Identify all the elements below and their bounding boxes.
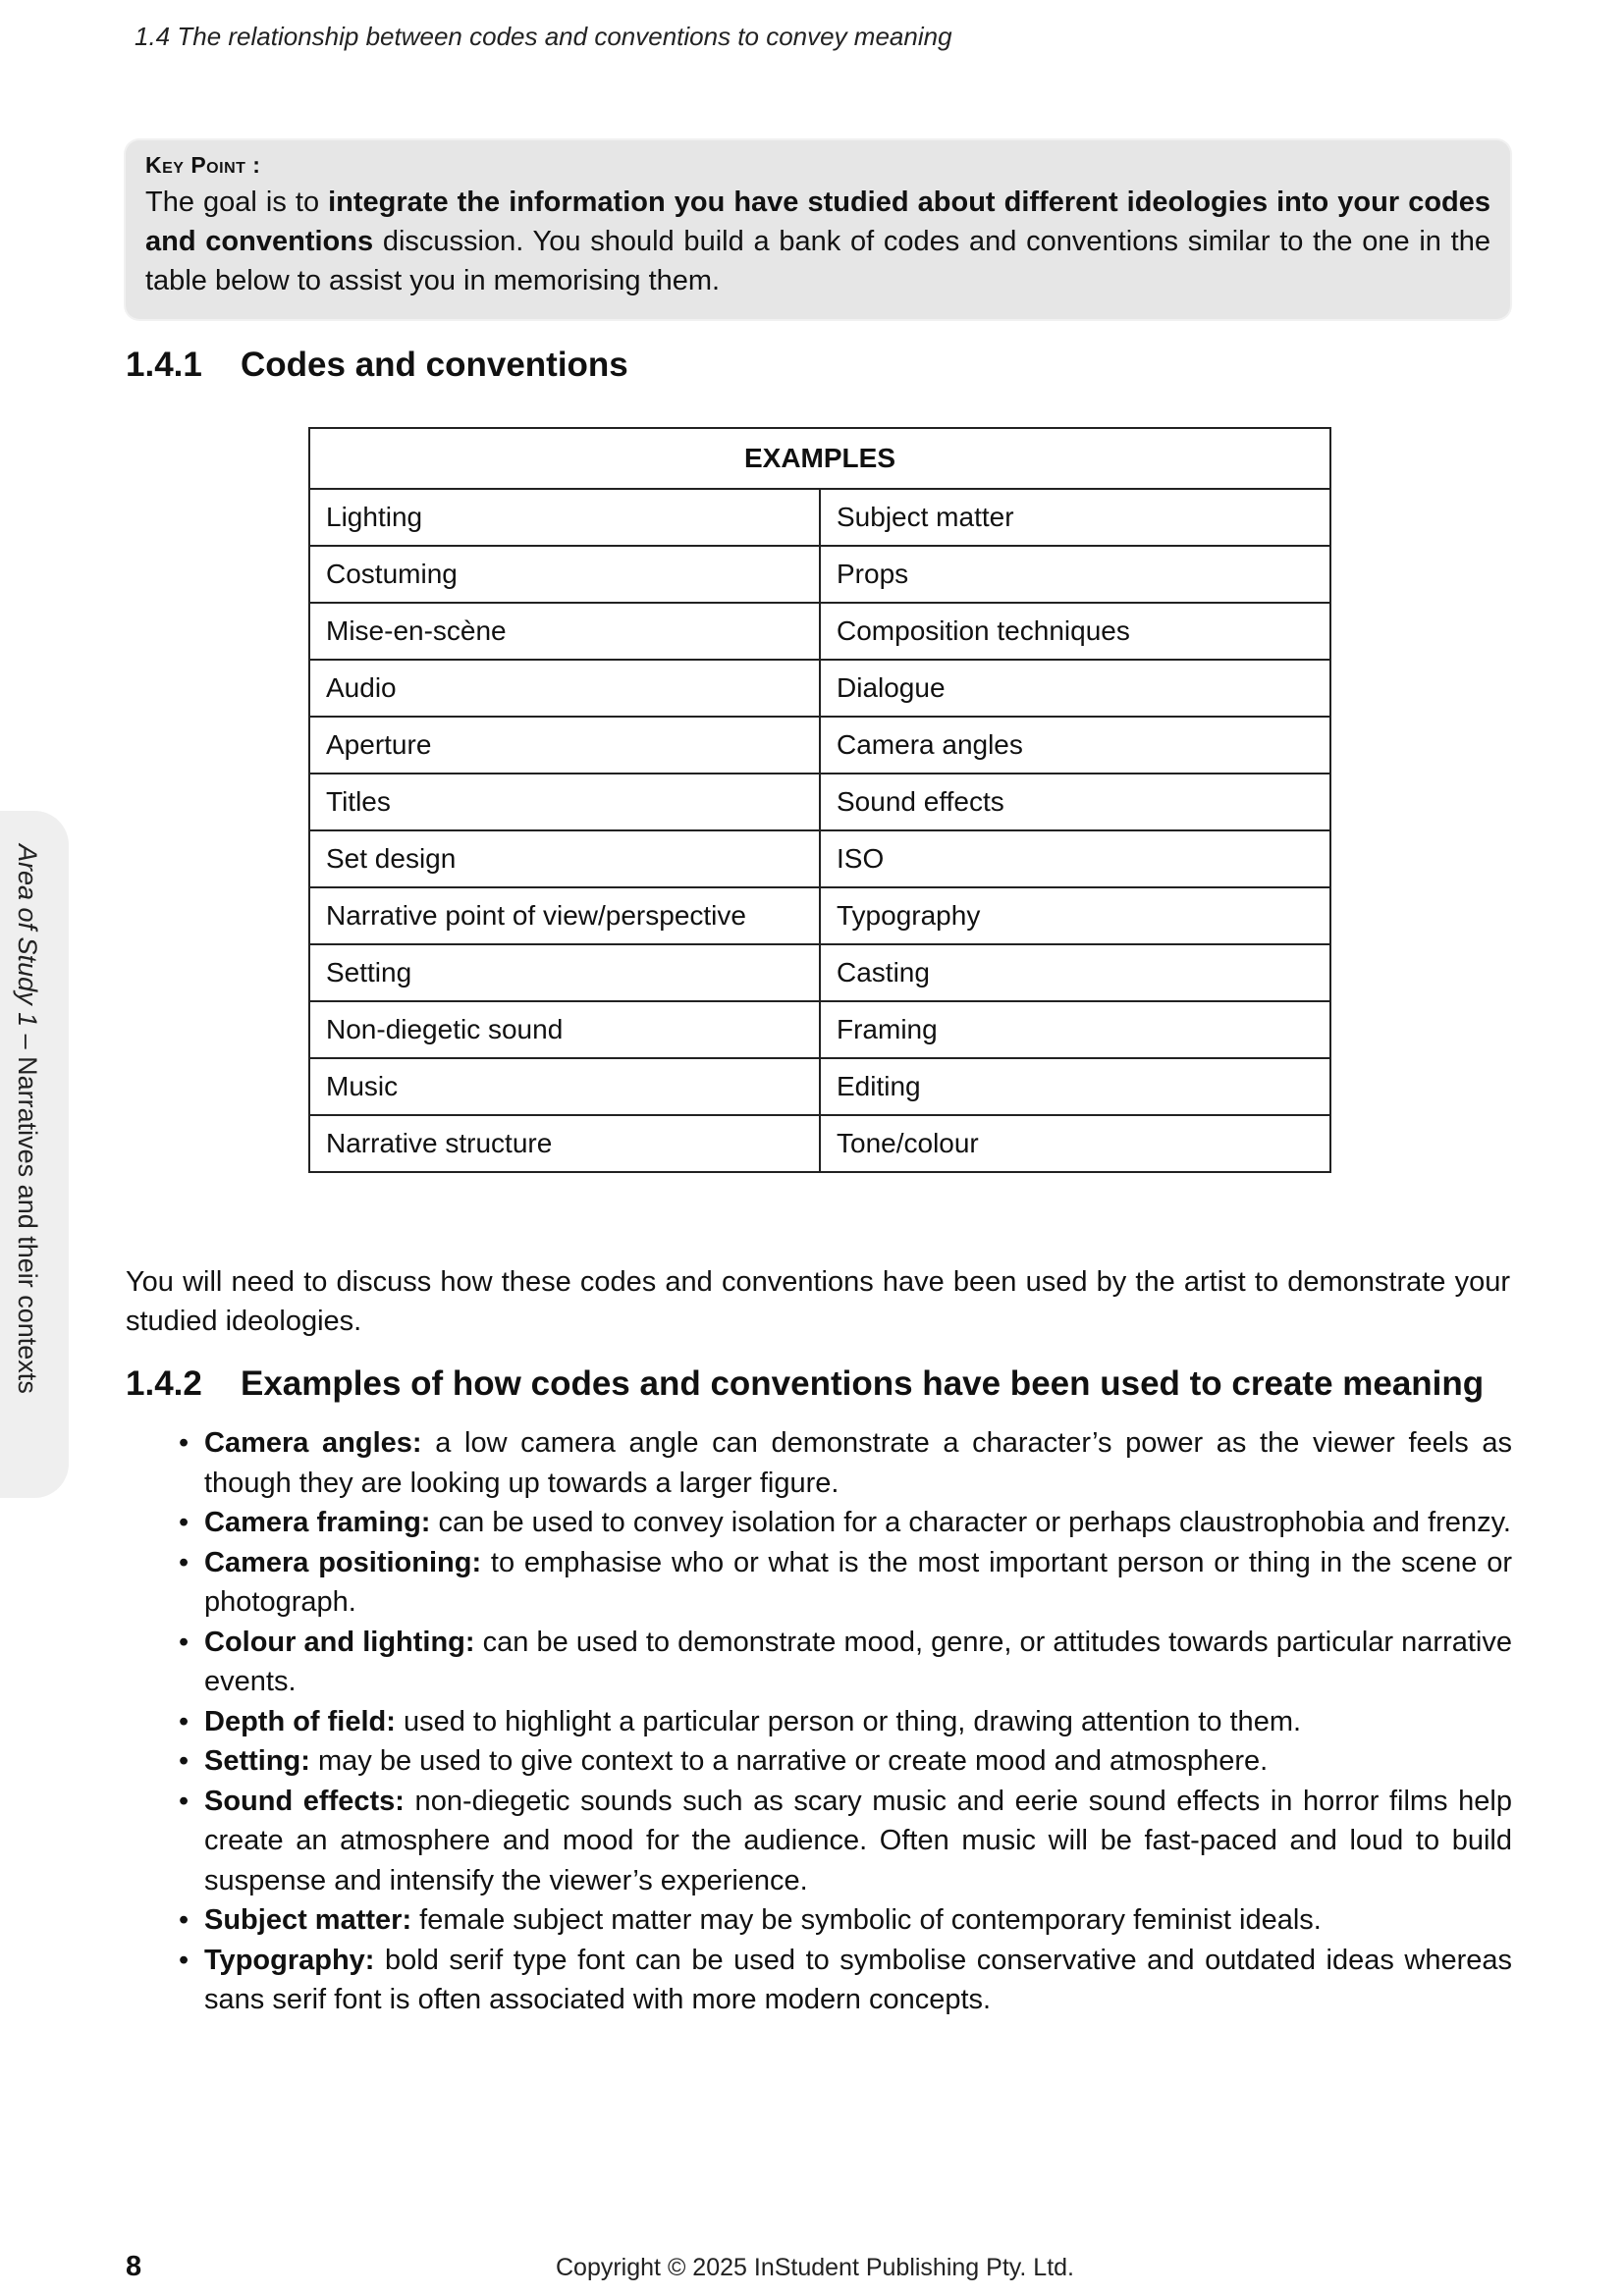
table-cell-right: Tone/colour [820,1115,1330,1172]
bullet-text: can be used to demonstrate mood, genre, or attitudes towards particular narrative events. [204,1626,1512,1697]
section-heading-1-4-2 [126,1364,1484,1404]
bullet-item [167,1782,1512,1901]
table-cell-right: Camera angles [820,717,1330,774]
bullet-term: Camera positioning: [204,1546,482,1578]
bullet-text: bold serif type font can be used to symbolise conservative and outdated ideas whereas sans serif font is often associated with more modern concepts. [204,1944,1512,2015]
table-row [309,546,1330,603]
bullet-term: Setting: [204,1745,310,1777]
bullet-item [167,1543,1512,1623]
bullet-icon: • [179,1427,189,1459]
table-cell-left: Audio [309,660,820,717]
table-cell-right: Framing [820,1001,1330,1058]
side-tab-topic: Narratives and their contexts [13,1056,42,1394]
examples-table [308,427,1331,1173]
bullet-item [167,1623,1512,1702]
bullet-term: Colour and lighting: [204,1626,475,1658]
table-cell-left: Lighting [309,489,820,546]
side-tab-area: Area of Study 1 [13,844,42,1028]
section-number: 1.4.2 [126,1364,202,1403]
key-point-label: Key Point : [145,152,261,178]
table-cell-left: Setting [309,944,820,1001]
bullet-icon: • [179,1944,189,1976]
bullet-text: to emphasise who or what is the most important person or thing in the scene or photograph. [204,1546,1513,1618]
key-point-segment-bold: integrate the information you have studied about different ideologies into your codes and conventions [145,187,1491,257]
bullet-text: female subject matter may be symbolic of contemporary feminist ideals. [411,1904,1322,1936]
table-row [309,1001,1330,1058]
table-cell-left: Mise-en-scène [309,603,820,660]
table-row [309,660,1330,717]
table-cell-left: Non-diegetic sound [309,1001,820,1058]
key-point-segment: discussion. You should build a bank of codes and conventions similar to the one in the table below to assist you in memorising them. [145,226,1490,296]
key-point-text [145,183,1490,300]
table-cell-left: Narrative point of view/perspective [309,887,820,944]
bullet-item [167,1503,1512,1543]
table-cell-left: Aperture [309,717,820,774]
table-header: EXAMPLES [309,428,1330,489]
table-cell-right: Sound effects [820,774,1330,830]
bullet-text: may be used to give context to a narrative or create mood and atmosphere. [309,1745,1269,1777]
bullet-icon: • [179,1546,189,1578]
bullet-item [167,1741,1512,1782]
bullet-term: Camera angles: [204,1427,422,1459]
table-cell-left: Set design [309,830,820,887]
bullet-item [167,1702,1512,1742]
bullet-term: Depth of field: [204,1705,396,1737]
side-tab-label [12,844,42,1394]
bullet-item [167,1900,1512,1941]
bullet-item [167,1423,1512,1503]
table-cell-right: Props [820,546,1330,603]
bullet-icon: • [179,1904,189,1936]
bullet-icon: • [179,1507,189,1538]
bullet-icon: • [179,1626,189,1658]
section-number: 1.4.1 [126,346,202,384]
bullet-text: used to highlight a particular person or thing, drawing attention to them. [395,1705,1302,1737]
table-cell-right: Casting [820,944,1330,1001]
section-heading-1-4-1 [126,346,628,385]
copyright-notice: Copyright © 2025 InStudent Publishing Pty. Ltd. [556,2254,1075,2281]
table-row [309,717,1330,774]
bullet-icon: • [179,1705,189,1737]
table-row [309,489,1330,546]
section-title: Codes and conventions [241,346,628,384]
table-cell-right: ISO [820,830,1330,887]
page-number: 8 [126,2251,142,2282]
section-title: Examples of how codes and conventions have been used to create meaning [241,1364,1485,1403]
bullet-term: Subject matter: [204,1904,412,1936]
table-cell-left: Costuming [309,546,820,603]
table-cell-left: Music [309,1058,820,1115]
bullet-term: Typography: [204,1944,375,1976]
table-cell-left: Narrative structure [309,1115,820,1172]
table-cell-right: Editing [820,1058,1330,1115]
table-row [309,603,1330,660]
body-paragraph: You will need to discuss how these codes and conventions have been used by the artist to demonstrate your studied ideologies. [126,1266,1510,1337]
bullet-text: non-diegetic sounds such as scary music and eerie sound effects in horror films help create an atmosphere and mood for the audience. Often music will be fast-paced and loud to build suspense and intensify the viewer’s experience. [204,1785,1512,1896]
bullet-text: a low camera angle can demonstrate a character’s power as the viewer feels as though they are looking up towards a larger figure. [204,1427,1512,1499]
table-cell-right: Typography [820,887,1330,944]
table-cell-right: Subject matter [820,489,1330,546]
bullet-term: Sound effects: [204,1785,405,1817]
bullet-icon: • [179,1745,189,1777]
table-row [309,1115,1330,1172]
table-row [309,830,1330,887]
table-row [309,887,1330,944]
bullet-term: Camera framing: [204,1507,431,1538]
table-row [309,1058,1330,1115]
examples-bullet-list [167,1423,1512,2020]
key-point-box [126,140,1510,319]
running-header: 1.4 The relationship between codes and conventions to convey meaning [135,22,952,51]
table-cell-left: Titles [309,774,820,830]
key-point-segment: The goal is to [145,187,329,218]
side-tab-dash: – [13,1027,42,1057]
table-body [309,489,1330,1172]
table-cell-right: Dialogue [820,660,1330,717]
table-row [309,774,1330,830]
bullet-item [167,1941,1512,2020]
bullet-text: can be used to convey isolation for a character or perhaps claustrophobia and frenzy. [430,1507,1511,1538]
table-row [309,944,1330,1001]
table-cell-right: Composition techniques [820,603,1330,660]
bullet-icon: • [179,1785,189,1817]
